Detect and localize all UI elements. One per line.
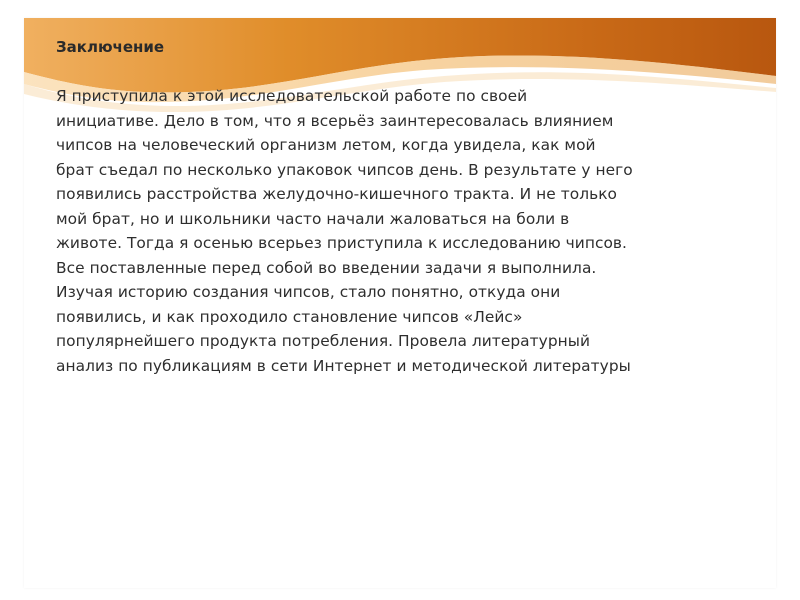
body-line: появились расстройства желудочно-кишечного тракта. И не только <box>56 185 618 203</box>
slide-content <box>56 36 746 378</box>
body-line: появились, и как проходило становление чипсов «Лейс» <box>56 307 523 326</box>
body-line: анализ по публикациям в сети Интернет и методической литературы <box>56 356 631 375</box>
body-line: брат съедал по несколько упаковок чипсов день. В результате у него <box>56 160 633 179</box>
body-line: чипсов на человеческий организм летом, когда увидела, как мой <box>56 136 596 154</box>
slide-title: Заключение <box>56 38 165 56</box>
body-line: Я приступила к этой исследовательской работе по своей <box>56 87 528 105</box>
body-line: мой брат, но и школьники часто начали жаловаться на боли в <box>56 209 570 228</box>
body-line: животе. Тогда я осенью всерьез приступила к исследованию чипсов. <box>56 234 627 252</box>
body-line: Все поставленные перед собой во введении задачи я выполнила. <box>56 258 597 277</box>
slide-body-text <box>56 84 746 378</box>
body-line: популярнейшего продукта потребления. Провела литературный <box>56 332 591 350</box>
body-line: инициативе. Дело в том, что я всерьёз заинтересовалась влиянием <box>56 111 614 130</box>
body-line: Изучая историю создания чипсов, стало понятно, откуда они <box>56 283 561 301</box>
